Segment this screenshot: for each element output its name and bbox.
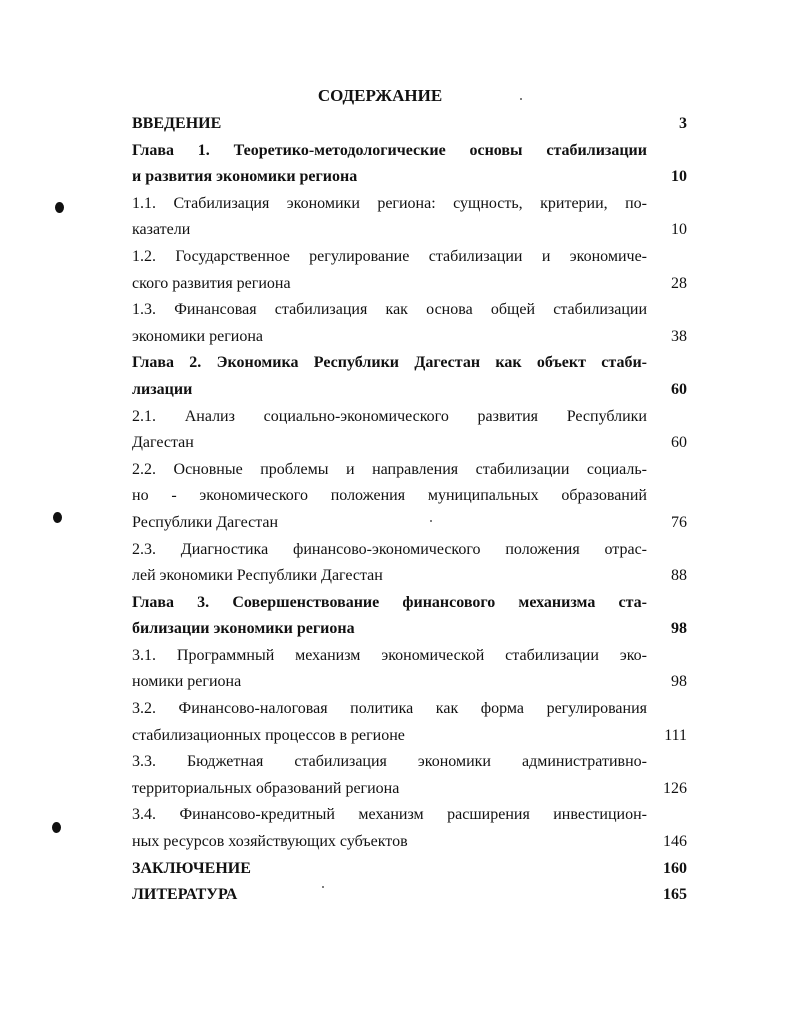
toc-entry-text: Дагестан: [132, 434, 194, 452]
toc-entry-text: Республики Дагестан: [132, 513, 279, 531]
toc-entry-text: ского развития региона: [132, 274, 291, 292]
toc-entry: [132, 404, 687, 457]
toc-page-number: 88: [671, 567, 687, 585]
toc-entry: [132, 802, 687, 855]
toc-entry-text: Глава 1. Теоретико-методологические основы стабилизации: [132, 141, 647, 159]
toc-entry-text: 2.3. Диагностика финансово-экономического положения отрас-: [132, 540, 647, 558]
toc-page-number: 98: [671, 620, 687, 638]
toc-entry-text: 2.2. Основные проблемы и направления стабилизации социаль-: [132, 460, 647, 478]
toc-entry: [132, 537, 687, 590]
toc-entry-text: экономики региона: [132, 327, 263, 345]
toc-entry: [132, 696, 687, 749]
toc-entry: [132, 749, 687, 802]
toc-entry-text: ЗАКЛЮЧЕНИЕ: [132, 859, 251, 877]
punch-hole-mark-top: [55, 202, 64, 213]
toc-entry: [132, 350, 687, 403]
toc-page-number: 60: [671, 434, 687, 452]
toc-entry-text: казатели: [132, 221, 191, 239]
toc-entry-text: Глава 3. Совершенствование финансового механизма ста-: [132, 593, 647, 611]
toc-page-number: 111: [664, 726, 687, 744]
toc-page-number: 60: [671, 380, 687, 398]
toc-page-number: 28: [671, 274, 687, 292]
toc-page-number: 38: [671, 327, 687, 345]
toc-entry-text: 3.2. Финансово-налоговая политика как форма регулирования: [132, 700, 647, 718]
toc-entry-text: лей экономики Республики Дагестан: [132, 567, 383, 585]
toc-entry-text: 3.4. Финансово-кредитный механизм расширения инвестицион-: [132, 806, 647, 824]
toc-entry-text: и развития экономики региона: [132, 168, 358, 186]
toc-entry: [132, 457, 687, 537]
toc-entry: [132, 882, 687, 909]
toc-page-number: 3: [679, 115, 687, 132]
toc-entry: [132, 138, 687, 191]
toc-entry: [132, 191, 687, 244]
toc-entry-text: 3.3. Бюджетная стабилизация экономики административно-: [132, 753, 647, 771]
toc-entry-text: территориальных образований региона: [132, 779, 400, 797]
toc-page-number: 98: [671, 673, 687, 691]
toc-entry: [132, 244, 687, 297]
toc-entry-text: билизации экономики региона: [132, 620, 355, 638]
toc-entry-text: лизации: [132, 380, 193, 398]
toc-entry-text: номики региона: [132, 673, 242, 691]
toc-entry-text: ных ресурсов хозяйствующих субъектов: [132, 833, 408, 851]
page-title: СОДЕРЖАНИЕ: [317, 86, 443, 105]
toc-entry-text: 3.1. Программный механизм экономической стабилизации эко-: [132, 646, 647, 664]
toc-entry-text: 2.1. Анализ социально-экономического развития Республики: [132, 407, 647, 425]
toc-entry: [132, 856, 687, 883]
toc-entry-text: ВВЕДЕНИЕ: [132, 115, 222, 132]
toc-page-number: 160: [663, 859, 687, 877]
toc-entry-text: 1.2. Государственное регулирование стабилизации и экономиче-: [132, 247, 647, 265]
toc-entry-text: но - экономического положения муниципальных образований: [132, 487, 647, 505]
toc-entry: [132, 111, 687, 138]
toc-entry-text: 1.1. Стабилизация экономики региона: сущность, критерии, по-: [132, 194, 647, 212]
toc-entry: [132, 643, 687, 696]
toc-page-number: 10: [671, 221, 687, 239]
toc-entry: [132, 297, 687, 350]
punch-hole-mark-middle: [53, 512, 62, 523]
toc-entry-text: ЛИТЕРАТУРА: [132, 886, 238, 904]
toc-entry-text: 1.3. Финансовая стабилизация как основа общей стабилизации: [132, 301, 647, 319]
toc-page-number: 10: [671, 168, 687, 186]
punch-hole-mark-bottom: [52, 822, 61, 833]
toc-page-number: 76: [671, 513, 687, 531]
toc-entry-text: стабилизационных процессов в регионе: [132, 726, 405, 744]
toc-page-number: 165: [663, 886, 687, 904]
toc-page-number: 146: [663, 833, 687, 851]
table-of-contents: [132, 111, 687, 909]
toc-entry-text: Глава 2. Экономика Республики Дагестан как объект стаби-: [132, 354, 647, 372]
toc-entry: [132, 590, 687, 643]
toc-page-number: 126: [663, 779, 687, 797]
